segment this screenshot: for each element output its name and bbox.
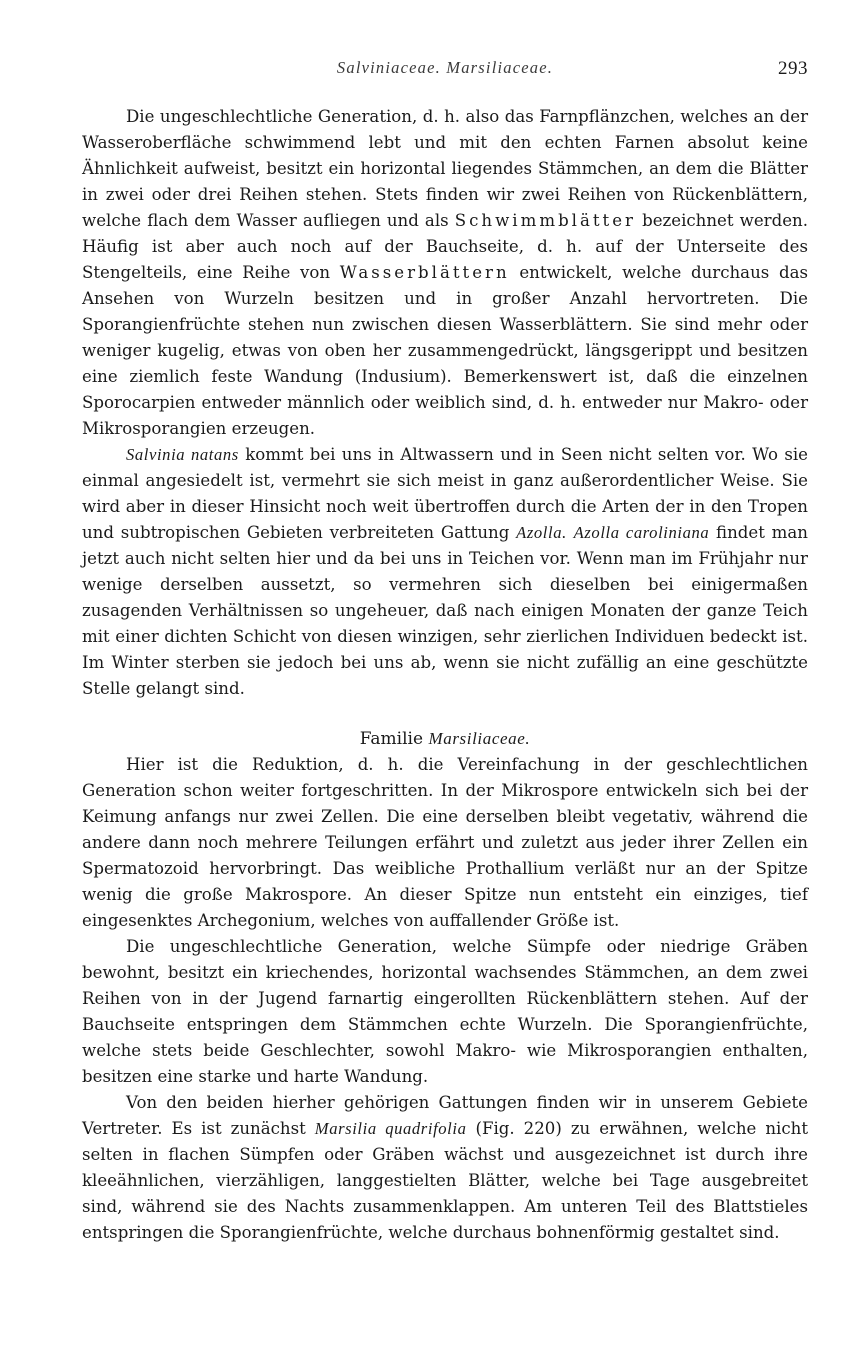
text-run: findet man jetzt auch nicht selten hier und da bei uns in Teichen vor. Wenn man im Frühjahr nur wenige derselben aussetzt, so vermehren sich dieselben bei einigermaßen zusagenden Verhältnissen so ungeheuer, daß nach einigen Monaten der ganze Teich mit einer dichten Schicht von diesen winzigen, sehr zierlichen Individuen bedeckt ist. Im Winter sterben sie jedoch bei uns ab, wenn sie nicht zufällig an eine geschützte Stelle gelangt sind. xyxy=(82,523,808,698)
running-head xyxy=(82,58,808,84)
emphasis-term: Wasserblättern xyxy=(339,263,510,282)
text-run: kommt bei uns in Altwassern und in Seen nicht selten vor. Wo sie einmal angesiedelt ist, vermehrt sie sich meist in ganz außerordentlicher Weise. Sie wird aber in dieser Hinsicht noch weit übertroffen durch die Arten der in den Tropen und subtropischen Gebieten verbreiteten Gattung xyxy=(82,445,808,542)
text-run: Die ungeschlechtliche Generation, d. h. also das Farnpflänzchen, welches an der Wasseroberfläche schwimmend lebt und mit den echten Farnen absolut keine Ähnlichkeit aufweist, besitzt ein horizontal liegendes Stämmchen, an dem die Blätter in zwei oder drei Reihen stehen. Stets finden wir zwei Reihen von Rückenblättern, welche flach dem Wasser aufliegen und als xyxy=(82,107,808,230)
body-text xyxy=(82,104,808,1246)
family-name: Marsiliaceae. xyxy=(428,729,531,748)
text-run: Von den beiden hierher gehörigen Gattungen finden wir in unserem Gebiete Vertreter. Es ist zunächst xyxy=(82,1093,808,1138)
species-name: Salvinia natans xyxy=(126,445,239,464)
section-heading-prefix: Familie xyxy=(359,729,429,749)
paragraph-marsilia-quadrifolia xyxy=(82,1090,808,1246)
paragraph-salviniaceae-generation xyxy=(82,104,808,442)
text-run: entwickelt, welche durchaus das Ansehen von Wurzeln besitzen und in großer Anzahl hervortreten. Die Sporangienfrüchte stehen nun zwischen diesen Wasserblättern. Sie sind mehr oder weniger kugelig, etwas von oben her zusammengedrückt, längsgerippt und besitzen eine ziemlich feste Wandung (Indusium). Bemerkenswert ist, daß die einzelnen Sporocarpien entweder männlich oder weiblich sind, d. h. entweder nur Makro- oder Mikrosporangien erzeugen. xyxy=(82,263,808,438)
paragraph-marsiliaceae-generation: Die ungeschlechtliche Generation, welche Sümpfe oder niedrige Gräben bewohnt, besitzt ein kriechendes, horizontal wachsendes Stämmchen, an dem zwei Reihen von in der Jugend farnartig eingerollten Rückenblättern stehen. Auf der Bauchseite entspringen dem Stämmchen echte Wurzeln. Die Sporangienfrüchte, welche stets beide Geschlechter, sowohl Makro- wie Mikrosporangien enthalten, besitzen eine starke und harte Wandung. xyxy=(82,937,808,1086)
text-run xyxy=(567,523,574,542)
paragraph-salvinia-azolla xyxy=(82,442,808,702)
paragraph-marsiliaceae-reduction: Hier ist die Reduktion, d. h. die Vereinfachung in der geschlechtlichen Generation schon weiter fortgeschritten. In der Mikrospore entwickeln sich bei der Keimung anfangs nur zwei Zellen. Die eine derselben bleibt vegetativ, während die andere dann noch mehrere Teilungen erfährt und zuletzt aus jeder ihrer Zellen ein Spermatozoid hervorbringt. Das weibliche Prothallium verläßt nur an der Spitze wenig die große Makrospore. An dieser Spitze nun entsteht ein einziges, tief eingesenktes Archegonium, welches von auffallender Größe ist. xyxy=(82,755,808,930)
page-number: 293 xyxy=(778,58,808,79)
text-run: (Fig. 220) zu erwähnen, welche nicht selten in flachen Sümpfen oder Gräben wächst und ausgezeichnet ist durch ihre kleeähnlichen, vierzähligen, langgestielten Blätter, welche bei Tage ausgebreitet sind, während sie des Nachts zusammenklappen. Am unteren Teil des Blattstieles entspringen die Sporangienfrüchte, welche durchaus bohnenförmig gestaltet sind. xyxy=(82,1119,808,1242)
emphasis-term: Schwimmblätter xyxy=(454,211,636,230)
species-name: Marsilia quadrifolia xyxy=(314,1119,467,1138)
species-name: Azolla caroliniana xyxy=(573,523,710,542)
genus-name: Azolla. xyxy=(516,523,567,542)
running-title: Salviniaceae. Marsiliaceae. xyxy=(336,58,554,77)
section-heading xyxy=(82,726,808,752)
text-run: bezeichnet werden. Häufig ist aber auch noch auf der Bauchseite, d. h. auf der Unterseite des Stengelteils, eine Reihe von xyxy=(82,211,808,282)
